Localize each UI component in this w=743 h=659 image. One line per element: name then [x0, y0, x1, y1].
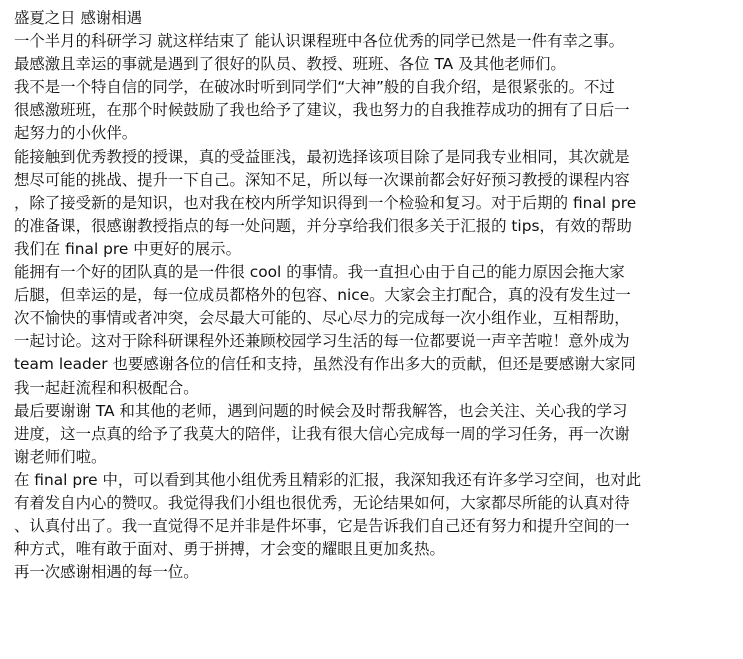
text-line: 一起讨论。这对于除科研课程外还兼顾校园学习生活的每一位都要说一声辛苦啦！意外成为 [14, 332, 630, 351]
text-line: team leader 也要感谢各位的信任和支持，虽然没有作出多大的贡献，但还是要感谢大家同 [14, 355, 636, 374]
paragraph [14, 76, 736, 145]
text-line: 再一次感谢相遇的每一位。 [14, 563, 199, 582]
document-body [14, 7, 736, 584]
text-line: 有着发自内心的赞叹。我觉得我们小组也很优秀，无论结果如何，大家都尽所能的认真对待 [14, 493, 630, 512]
text-line: 能拥有一个好的团队真的是一件很 cool 的事情。我一直担心由于自己的能力原因会拖大家 [14, 263, 625, 282]
text-line: 后腿，但幸运的是，每一位成员都格外的包容、nice。大家会主打配合，真的没有发生过一 [14, 286, 631, 305]
paragraph [14, 261, 736, 400]
text-line: 谢老师们啦。 [14, 447, 107, 466]
document-title: 盛夏之日 感谢相遇 [14, 9, 143, 27]
text-line: 我不是一个特自信的同学，在破冰时听到同学们“大神”般的自我介绍，是很紧张的。不过 [14, 78, 615, 97]
text-line: 最感激且幸运的事就是遇到了很好的队员、教授、班班、各位 TA 及其他老师们。 [14, 55, 566, 74]
paragraph-list [14, 30, 736, 584]
text-line: 、认真付出了。我一直觉得不足并非是件坏事，它是告诉我们自己还有努力和提升空间的一 [14, 517, 630, 536]
text-line: 起努力的小伙伴。 [14, 124, 138, 143]
text-line: 我一起赶流程和积极配合。 [14, 378, 199, 397]
text-line: 能接触到优秀教授的授课，真的受益匪浅，最初选择该项目除了是同我专业相同，其次就是 [14, 147, 630, 166]
paragraph [14, 30, 736, 76]
text-line: 进度，这一点真的给予了我莫大的陪伴，让我有很大信心完成每一周的学习任务，再一次谢 [14, 424, 630, 443]
text-line: 在 final pre 中，可以看到其他小组优秀且精彩的汇报，我深知我还有许多学习空间，也对此 [14, 470, 642, 489]
paragraph [14, 561, 736, 584]
text-line: 一个半月的科研学习 就这样结束了 能认识课程班中各位优秀的同学已然是一件有幸之事。 [14, 32, 625, 51]
text-line: 很感激班班，在那个时候鼓励了我也给予了建议，我也努力的自我推荐成功的拥有了日后一 [14, 101, 630, 120]
paragraph [14, 146, 736, 261]
text-line: 次不愉快的事情或者冲突，会尽最大可能的、尽心尽力的完成每一次小组作业，互相帮助， [14, 309, 630, 328]
paragraph [14, 469, 736, 561]
text-line: 想尽可能的挑战、提升一下自己。深知不足，所以每一次课前都会好好预习教授的课程内容 [14, 170, 630, 189]
paragraph [14, 400, 736, 469]
text-line: 的准备课，很感谢教授指点的每一处问题，并分享给我们很多关于汇报的 tips，有效的帮助 [14, 216, 632, 235]
text-line: 我们在 final pre 中更好的展示。 [14, 239, 241, 258]
text-line: ，除了接受新的是知识，也对我在校内所学知识得到一个检验和复习。对于后期的 final pre [14, 193, 637, 212]
text-line: 种方式，唯有敢于面对、勇于拼搏，才会变的耀眼且更加炙热。 [14, 540, 445, 559]
text-line: 最后要谢谢 TA 和其他的老师，遇到问题的时候会及时帮我解答，也会关注、关心我的学习 [14, 401, 628, 420]
